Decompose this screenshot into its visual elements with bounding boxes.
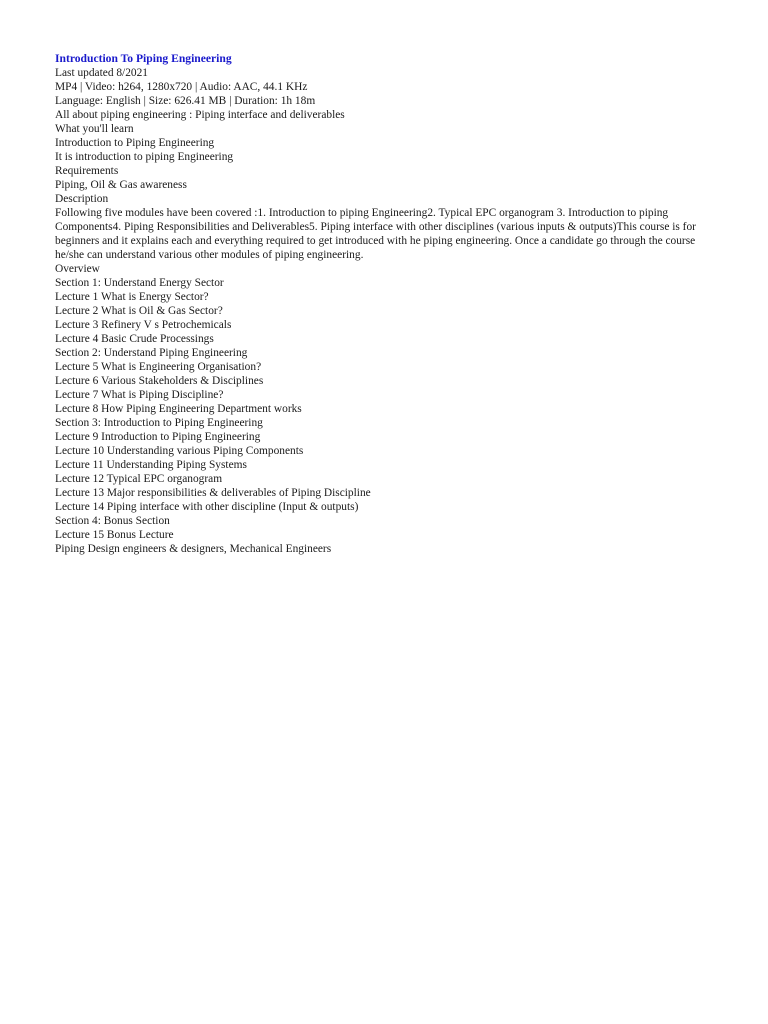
learn-item: Introduction to Piping Engineering — [55, 137, 215, 149]
overview-item: Lecture 12 Typical EPC organogram — [55, 473, 223, 485]
requirements-heading: Requirements — [55, 165, 119, 177]
description-heading: Description — [55, 193, 109, 205]
learn-heading: What you'll learn — [55, 123, 134, 135]
overview-item: Lecture 10 Understanding various Piping Components — [55, 445, 304, 457]
overview-item: Lecture 4 Basic Crude Processings — [55, 333, 214, 345]
language-size-duration: Language: English | Size: 626.41 MB | Duration: 1h 18m — [55, 95, 316, 107]
overview-heading: Overview — [55, 263, 100, 275]
learn-item: It is introduction to piping Engineering — [55, 151, 234, 163]
overview-item: Lecture 7 What is Piping Discipline? — [55, 389, 224, 401]
description-text: Following five modules have been covered :1. Introduction to piping Engineering2. Typical EPC organogram 3. Introduction to piping Components4. Piping Responsibilities and Deliverables5. Piping interface with other disciplines (various inputs & outputs)This course is for beginners and it explains each and everything required to get introduced with he piping engineering. Once a candidate go through the course he/she can understand various other modules of piping engineering. — [55, 207, 696, 261]
overview-item: Lecture 3 Refinery V s Petrochemicals — [55, 319, 232, 331]
course-subtitle: All about piping engineering : Piping interface and deliverables — [55, 109, 345, 121]
target-audience: Piping Design engineers & designers, Mechanical Engineers — [55, 543, 332, 555]
overview-item: Section 2: Understand Piping Engineering — [55, 347, 248, 359]
overview-item: Section 1: Understand Energy Sector — [55, 277, 224, 289]
document-title[interactable]: Introduction To Piping Engineering — [55, 52, 232, 65]
overview-item: Section 4: Bonus Section — [55, 515, 170, 527]
overview-item: Lecture 5 What is Engineering Organisation? — [55, 361, 262, 373]
requirements-text: Piping, Oil & Gas awareness — [55, 179, 187, 191]
overview-item: Lecture 15 Bonus Lecture — [55, 529, 174, 541]
overview-item: Lecture 14 Piping interface with other discipline (Input & outputs) — [55, 501, 359, 513]
overview-item: Lecture 11 Understanding Piping Systems — [55, 459, 247, 471]
media-format: MP4 | Video: h264, 1280x720 | Audio: AAC, 44.1 KHz — [55, 81, 308, 93]
overview-item: Lecture 13 Major responsibilities & deliverables of Piping Discipline — [55, 487, 371, 499]
overview-item: Section 3: Introduction to Piping Engineering — [55, 417, 263, 429]
overview-item: Lecture 8 How Piping Engineering Department works — [55, 403, 302, 415]
overview-item: Lecture 9 Introduction to Piping Engineering — [55, 431, 261, 443]
overview-item: Lecture 2 What is Oil & Gas Sector? — [55, 305, 223, 317]
overview-item: Lecture 1 What is Energy Sector? — [55, 291, 209, 303]
overview-item: Lecture 6 Various Stakeholders & Disciplines — [55, 375, 264, 387]
last-updated: Last updated 8/2021 — [55, 67, 149, 79]
